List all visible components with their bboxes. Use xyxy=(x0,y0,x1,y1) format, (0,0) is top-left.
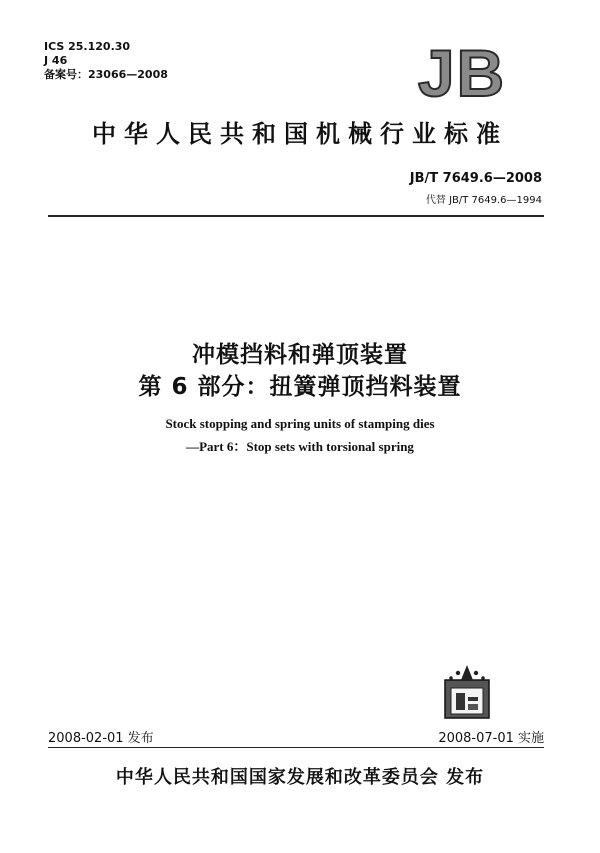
ics-code: ICS 25.120.30 xyxy=(44,40,131,53)
document-title-zh-line2: 第 6 部分：扭簧弹顶挡料装置 xyxy=(138,374,462,400)
document-title-zh-line1: 冲模挡料和弹顶装置 xyxy=(192,342,408,368)
jb-logo xyxy=(406,40,518,102)
document-title-en-line2: —Part 6：Stop sets with torsional spring xyxy=(186,439,414,454)
classification-code: J 46 xyxy=(44,54,68,67)
implementation-date: 2008-07-01 实施 xyxy=(438,731,544,746)
document-title-en-line1: Stock stopping and spring units of stamping dies xyxy=(165,416,435,431)
bottom-divider xyxy=(48,747,544,748)
standard-code: JB/T 7649.6—2008 xyxy=(409,171,542,186)
publisher-line: 中华人民共和国国家发展和改革委员会 发布 xyxy=(115,767,485,788)
record-number: 备案号：23066—2008 xyxy=(44,68,168,81)
jb-logo-text: JB xyxy=(417,40,507,102)
publisher-emblem-icon xyxy=(440,664,494,720)
standard-title: 中华人民共和国机械行业标准 xyxy=(92,120,508,148)
top-divider xyxy=(48,215,544,217)
issue-date: 2008-02-01 发布 xyxy=(48,731,154,746)
replaces-note: 代替 JB/T 7649.6—1994 xyxy=(425,195,542,206)
